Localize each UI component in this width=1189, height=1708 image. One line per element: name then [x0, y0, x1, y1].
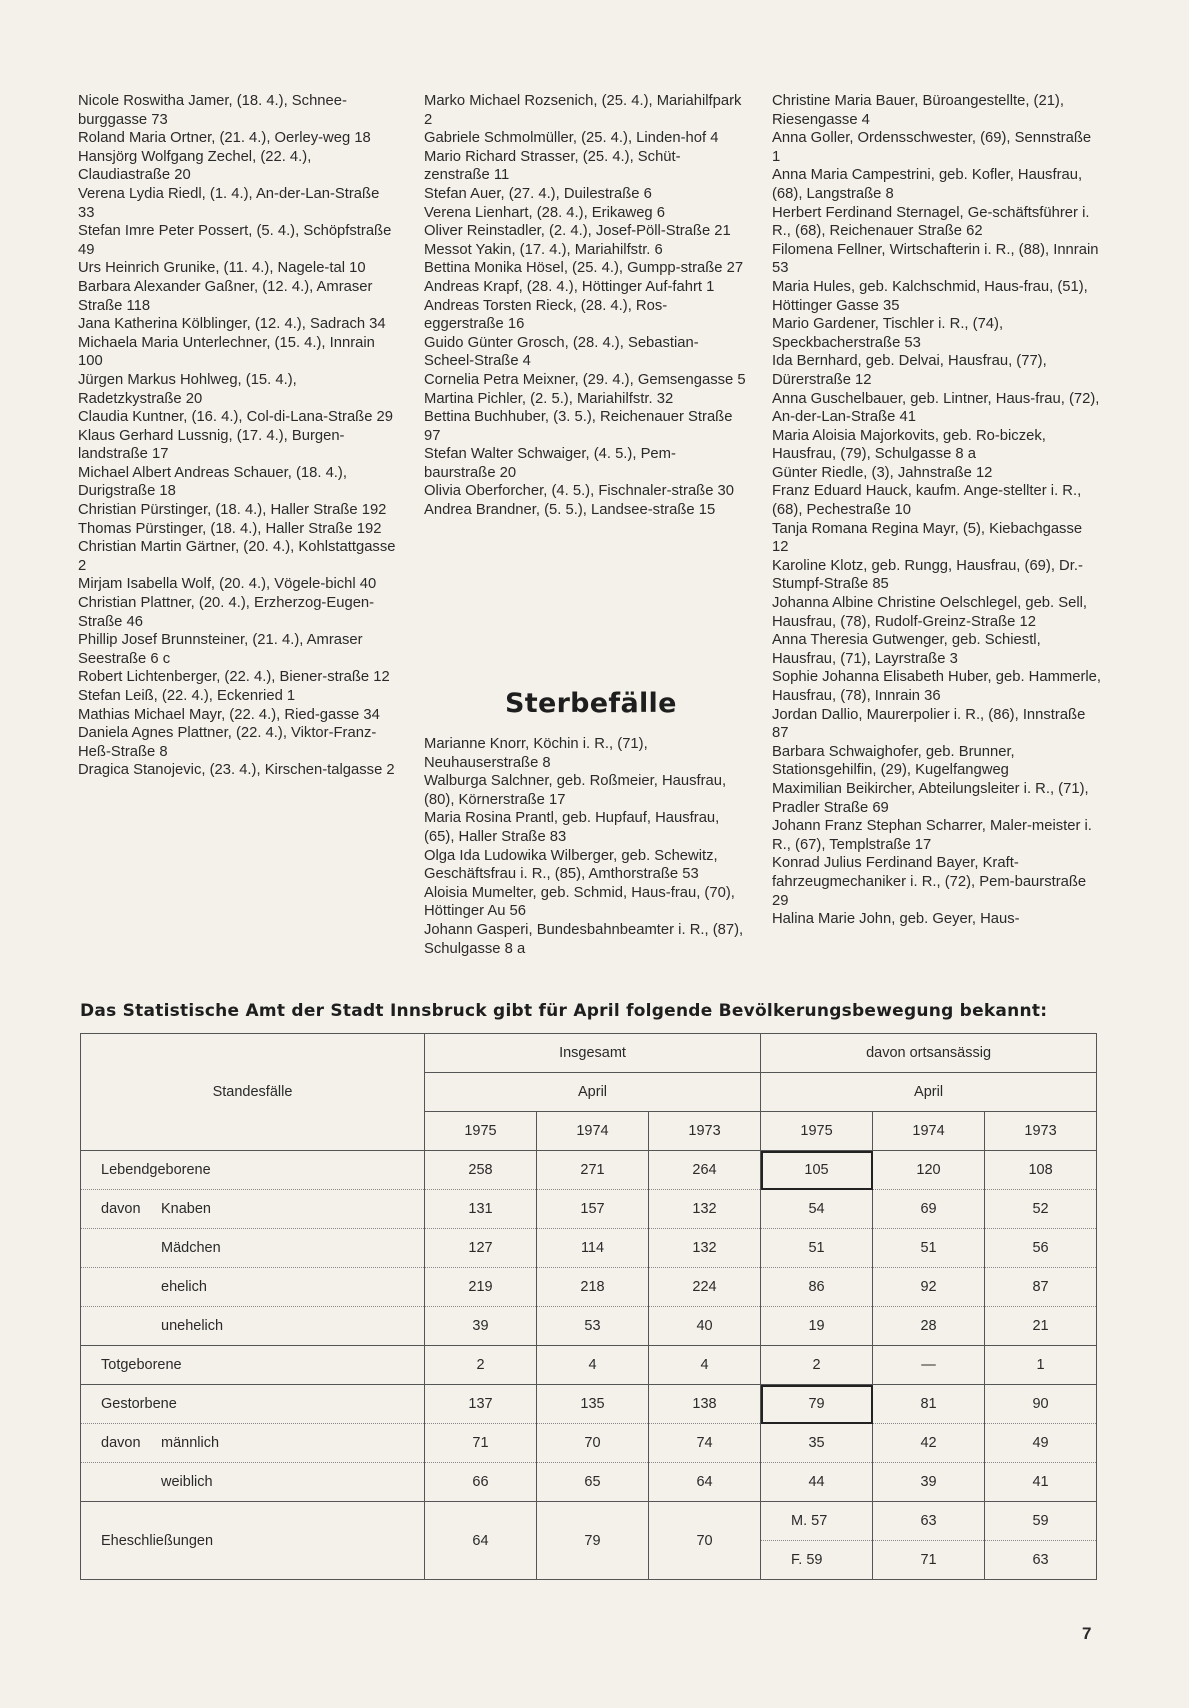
table-cell: 127	[425, 1229, 537, 1268]
birth-entry: Stefan Imre Peter Possert, (5. 4.), Schöpfstraße 49	[78, 223, 392, 258]
death-entry: Konrad Julius Ferdinand Bayer, Kraft-fahrzeugmechaniker i. R., (72), Pem-baurstraße 29	[772, 855, 1087, 909]
table-cell: 71	[873, 1541, 985, 1580]
death-entry: Günter Riedle, (3), Jahnstraße 12	[772, 464, 993, 481]
table-cell: 69	[873, 1190, 985, 1229]
table-cell: 138	[649, 1385, 761, 1424]
death-entry: Johann Gasperi, Bundesbahnbeamter i. R., (87), Schulgasse 8 a	[424, 921, 744, 957]
birth-entry: Phillip Josef Brunnsteiner, (21. 4.), Amraser Seestraße 6 c	[78, 632, 363, 667]
birth-entry: Guido Günter Grosch, (28. 4.), Sebastian-Scheel-Straße 4	[424, 334, 699, 370]
ortsansaessig-header: davon ortsansässig	[761, 1034, 1097, 1073]
death-entry: Maria Aloisia Majorkovits, geb. Ro-biczek, Hausfrau, (79), Schulgasse 8 a	[772, 427, 1046, 463]
row-label	[81, 1268, 425, 1307]
table-cell: 35	[761, 1424, 873, 1463]
row-label	[81, 1424, 425, 1463]
row-label-text: Gestorbene	[101, 1396, 177, 1412]
death-entry: Jordan Dallio, Maurerpolier i. R., (86), Innstraße 87	[772, 706, 1086, 742]
birth-entry: Gabriele Schmolmüller, (25. 4.), Linden-hof 4	[424, 130, 719, 147]
row-label-text: ehelich	[161, 1279, 207, 1295]
birth-entry: Jana Katherina Kölblinger, (12. 4.), Sadrach 34	[78, 316, 386, 333]
death-entry: Filomena Fellner, Wirtschafterin i. R., (88), Innrain 53	[772, 241, 1099, 277]
birth-entry: Claudia Kuntner, (16. 4.), Col-di-Lana-Straße 29	[78, 409, 394, 426]
death-entry: Olga Ida Ludowika Wilberger, geb. Schewitz, Geschäftsfrau i. R., (85), Amthorstraße 53	[424, 847, 718, 883]
table-cell: 79	[537, 1502, 649, 1580]
table-cell: 132	[649, 1229, 761, 1268]
statistics-intro: Das Statistische Amt der Stadt Innsbruck gibt für April folgende Bevölkerungsbewegung bekannt:	[80, 1001, 1048, 1021]
death-entry: Anna Goller, Ordensschwester, (69), Sennstraße 1	[772, 130, 1092, 165]
death-entry: Aloisia Mumelter, geb. Schmid, Haus-frau, (70), Höttinger Au 56	[424, 884, 735, 920]
table-cell: 54	[761, 1190, 873, 1229]
table-cell: 218	[537, 1268, 649, 1307]
death-entry: Mario Gardener, Tischler i. R., (74), Speckbacherstraße 53	[772, 316, 1004, 351]
row-label-text: Knaben	[161, 1201, 211, 1217]
standesfaelle-header: Standesfälle	[81, 1034, 425, 1151]
birth-entry: Christian Martin Gärtner, (20. 4.), Kohlstattgasse 2	[78, 539, 396, 574]
table-cell: 63	[873, 1502, 985, 1541]
table-cell: 64	[425, 1502, 537, 1580]
table-cell: 44	[761, 1463, 873, 1502]
death-entry: Ida Bernhard, geb. Delvai, Hausfrau, (77), Dürerstraße 12	[772, 353, 1047, 388]
table-cell: 81	[873, 1385, 985, 1424]
april-header: April	[761, 1073, 1097, 1112]
birth-entry: Stefan Leiß, (22. 4.), Eckenried 1	[78, 688, 296, 704]
table-cell: 51	[761, 1229, 873, 1268]
birth-entry: Andrea Brandner, (5. 5.), Landsee-straße 15	[424, 502, 716, 519]
birth-entry: Barbara Alexander Gaßner, (12. 4.), Amraser Straße 118	[78, 278, 373, 314]
table-cell: 86	[761, 1268, 873, 1307]
table-cell: 258	[425, 1151, 537, 1190]
death-entry: Christine Maria Bauer, Büroangestellte, (21), Riesengasse 4	[772, 93, 1064, 128]
row-label-text: weiblich	[161, 1474, 213, 1490]
death-entry: Barbara Schwaighofer, geb. Brunner, Stationsgehilfin, (29), Kugelfangweg	[772, 743, 1015, 779]
row-label	[81, 1346, 425, 1385]
table-cell: M. 57	[761, 1502, 873, 1541]
death-entry: Karoline Klotz, geb. Rungg, Hausfrau, (69), Dr.-Stumpf-Straße 85	[772, 557, 1083, 593]
table-cell: —	[873, 1346, 985, 1385]
birth-entry: Oliver Reinstadler, (2. 4.), Josef-Pöll-Straße 21	[424, 223, 731, 240]
table-cell: 71	[425, 1424, 537, 1463]
table-cell: 53	[537, 1307, 649, 1346]
table-cell: 70	[537, 1424, 649, 1463]
death-entry: Sophie Johanna Elisabeth Huber, geb. Hammerle, Hausfrau, (78), Innrain 36	[772, 669, 1102, 704]
row-prefix: davon	[101, 1435, 141, 1451]
table-cell: 65	[537, 1463, 649, 1502]
birth-entry: Daniela Agnes Plattner, (22. 4.), Viktor-Franz-Heß-Straße 8	[78, 725, 377, 760]
row-label	[81, 1385, 425, 1424]
page-number: 7	[1082, 1624, 1092, 1643]
table-cell: 120	[873, 1151, 985, 1190]
table-cell: 39	[873, 1463, 985, 1502]
table-cell: 59	[985, 1502, 1097, 1541]
table-cell: 105	[761, 1151, 873, 1190]
birth-entry: Nicole Roswitha Jamer, (18. 4.), Schnee-burggasse 73	[78, 93, 347, 128]
table-cell: 1	[985, 1346, 1097, 1385]
row-label-text: männlich	[161, 1435, 220, 1451]
row-label	[81, 1229, 425, 1268]
birth-entry: Klaus Gerhard Lussnig, (17. 4.), Burgen-landstraße 17	[78, 427, 345, 463]
birth-entry: Bettina Monika Hösel, (25. 4.), Gumpp-straße 27	[424, 260, 744, 277]
row-label	[81, 1190, 425, 1229]
birth-entry: Marko Michael Rozsenich, (25. 4.), Mariahilfpark 2	[424, 93, 742, 128]
table-cell: 70	[649, 1502, 761, 1580]
birth-entry: Michaela Maria Unterlechner, (15. 4.), Innrain 100	[78, 334, 375, 370]
table-cell: 224	[649, 1268, 761, 1307]
birth-entry: Jürgen Markus Hohlweg, (15. 4.), Radetzkystraße 20	[78, 371, 297, 407]
birth-entry: Stefan Walter Schwaiger, (4. 5.), Pem-baurstraße 20	[424, 446, 676, 481]
birth-entry: Martina Pichler, (2. 5.), Mariahilfstr. 32	[424, 390, 674, 407]
table-cell: 19	[761, 1307, 873, 1346]
table-cell: 132	[649, 1190, 761, 1229]
table-cell: 4	[649, 1346, 761, 1385]
year-header: 1975	[425, 1112, 537, 1151]
birth-entry: Mario Richard Strasser, (25. 4.), Schüt-zenstraße 11	[424, 148, 681, 184]
death-entry: Maria Hules, geb. Kalchschmid, Haus-frau, (51), Höttinger Gasse 35	[772, 278, 1088, 314]
birth-entry: Roland Maria Ortner, (21. 4.), Oerley-weg 18	[78, 130, 371, 147]
table-cell: 114	[537, 1229, 649, 1268]
birth-entry: Hansjörg Wolfgang Zechel, (22. 4.), Claudiastraße 20	[78, 148, 312, 184]
birth-entry: Urs Heinrich Grunike, (11. 4.), Nagele-tal 10	[78, 260, 366, 277]
birth-entry: Mathias Michael Mayr, (22. 4.), Ried-gasse 34	[78, 706, 380, 723]
table-cell: 63	[985, 1541, 1097, 1580]
births-list-column-2	[424, 92, 746, 520]
row-label	[81, 1463, 425, 1502]
table-cell: 56	[985, 1229, 1097, 1268]
death-entry: Johanna Albine Christine Oelschlegel, geb. Sell, Hausfrau, (78), Rudolf-Greinz-Straße 12	[772, 595, 1088, 630]
table-cell: 21	[985, 1307, 1097, 1346]
table-cell: 41	[985, 1463, 1097, 1502]
birth-entry: Andreas Torsten Rieck, (28. 4.), Ros-eggerstraße 16	[424, 297, 668, 333]
table-cell: 39	[425, 1307, 537, 1346]
birth-entry: Christian Pürstinger, (18. 4.), Haller Straße 192	[78, 502, 387, 519]
birth-entry: Messot Yakin, (17. 4.), Mariahilfstr. 6	[424, 241, 663, 258]
table-cell: 92	[873, 1268, 985, 1307]
row-label-text: unehelich	[161, 1318, 224, 1334]
birth-entry: Olivia Oberforcher, (4. 5.), Fischnaler-straße 30	[424, 483, 735, 500]
insgesamt-header: Insgesamt	[425, 1034, 761, 1073]
birth-entry: Christian Plattner, (20. 4.), Erzherzog-Eugen-Straße 46	[78, 595, 375, 630]
deaths-list-column-3	[772, 92, 1102, 929]
row-label-text: Lebendgeborene	[101, 1162, 211, 1178]
year-header: 1975	[761, 1112, 873, 1151]
table-cell: F. 59	[761, 1541, 873, 1580]
table-cell: 79	[761, 1385, 873, 1424]
death-entry: Tanja Romana Regina Mayr, (5), Kiebachgasse 12	[772, 520, 1083, 556]
table-cell: 90	[985, 1385, 1097, 1424]
table-cell: 28	[873, 1307, 985, 1346]
row-label-text: Mädchen	[161, 1240, 221, 1256]
birth-entry: Mirjam Isabella Wolf, (20. 4.), Vögele-bichl 40	[78, 576, 377, 593]
birth-entry: Verena Lienhart, (28. 4.), Erikaweg 6	[424, 204, 665, 221]
table-cell: 2	[425, 1346, 537, 1385]
table-cell: 66	[425, 1463, 537, 1502]
table-cell: 49	[985, 1424, 1097, 1463]
death-entry: Halina Marie John, geb. Geyer, Haus-	[772, 911, 1020, 928]
row-label: Eheschließungen	[81, 1502, 425, 1580]
death-entry: Maximilian Beikircher, Abteilungsleiter i. R., (71), Pradler Straße 69	[772, 780, 1089, 816]
birth-entry: Michael Albert Andreas Schauer, (18. 4.), Durigstraße 18	[78, 464, 347, 500]
table-cell: 219	[425, 1268, 537, 1307]
death-entry: Maria Rosina Prantl, geb. Hupfauf, Hausfrau, (65), Haller Straße 83	[424, 810, 720, 845]
birth-entry: Stefan Auer, (27. 4.), Duilestraße 6	[424, 185, 652, 202]
table-cell: 64	[649, 1463, 761, 1502]
death-entry: Herbert Ferdinand Sternagel, Ge-schäftsführer i. R., (68), Reichenauer Straße 62	[772, 204, 1090, 240]
table-cell: 42	[873, 1424, 985, 1463]
table-cell: 157	[537, 1190, 649, 1229]
birth-entry: Thomas Pürstinger, (18. 4.), Haller Straße 192	[78, 520, 382, 537]
table-cell: 87	[985, 1268, 1097, 1307]
death-entry: Marianne Knorr, Köchin i. R., (71), Neuhauserstraße 8	[424, 736, 648, 771]
year-header: 1973	[649, 1112, 761, 1151]
row-prefix: davon	[101, 1201, 141, 1217]
sterbefaelle-heading: Sterbefälle	[505, 688, 677, 719]
table-cell: 131	[425, 1190, 537, 1229]
deaths-list-column-2	[424, 735, 746, 958]
row-label	[81, 1307, 425, 1346]
table-cell: 74	[649, 1424, 761, 1463]
year-header: 1974	[537, 1112, 649, 1151]
population-statistics-table	[80, 1033, 1097, 1580]
table-cell: 40	[649, 1307, 761, 1346]
births-list-column-1	[78, 92, 398, 780]
death-entry: Walburga Salchner, geb. Roßmeier, Hausfrau, (80), Körnerstraße 17	[424, 773, 727, 808]
year-header: 1973	[985, 1112, 1097, 1151]
birth-entry: Bettina Buchhuber, (3. 5.), Reichenauer Straße 97	[424, 409, 733, 444]
death-entry: Franz Eduard Hauck, kaufm. Ange-stellter i. R., (68), Pechestraße 10	[772, 483, 1082, 519]
table-cell: 271	[537, 1151, 649, 1190]
april-header: April	[425, 1073, 761, 1112]
death-entry: Johann Franz Stephan Scharrer, Maler-meister i. R., (67), Templstraße 17	[772, 818, 1092, 853]
birth-entry: Cornelia Petra Meixner, (29. 4.), Gemsengasse 5	[424, 371, 746, 388]
table-cell: 2	[761, 1346, 873, 1385]
table-cell: 4	[537, 1346, 649, 1385]
table-cell: 51	[873, 1229, 985, 1268]
birth-entry: Verena Lydia Riedl, (1. 4.), An-der-Lan-Straße 33	[78, 185, 380, 221]
table-cell: 264	[649, 1151, 761, 1190]
death-entry: Anna Guschelbauer, geb. Lintner, Haus-frau, (72), An-der-Lan-Straße 41	[772, 390, 1100, 426]
birth-entry: Robert Lichtenberger, (22. 4.), Biener-straße 12	[78, 669, 390, 686]
birth-entry: Dragica Stanojevic, (23. 4.), Kirschen-talgasse 2	[78, 762, 395, 779]
birth-entry: Andreas Krapf, (28. 4.), Höttinger Auf-fahrt 1	[424, 278, 715, 295]
table-cell: 52	[985, 1190, 1097, 1229]
death-entry: Anna Theresia Gutwenger, geb. Schiestl, Hausfrau, (71), Layrstraße 3	[772, 632, 1041, 667]
death-entry: Anna Maria Campestrini, geb. Kofler, Hausfrau, (68), Langstraße 8	[772, 167, 1083, 202]
row-label	[81, 1151, 425, 1190]
table-cell: 108	[985, 1151, 1097, 1190]
table-cell: 137	[425, 1385, 537, 1424]
year-header: 1974	[873, 1112, 985, 1151]
row-label-text: Totgeborene	[101, 1357, 182, 1373]
table-cell: 135	[537, 1385, 649, 1424]
